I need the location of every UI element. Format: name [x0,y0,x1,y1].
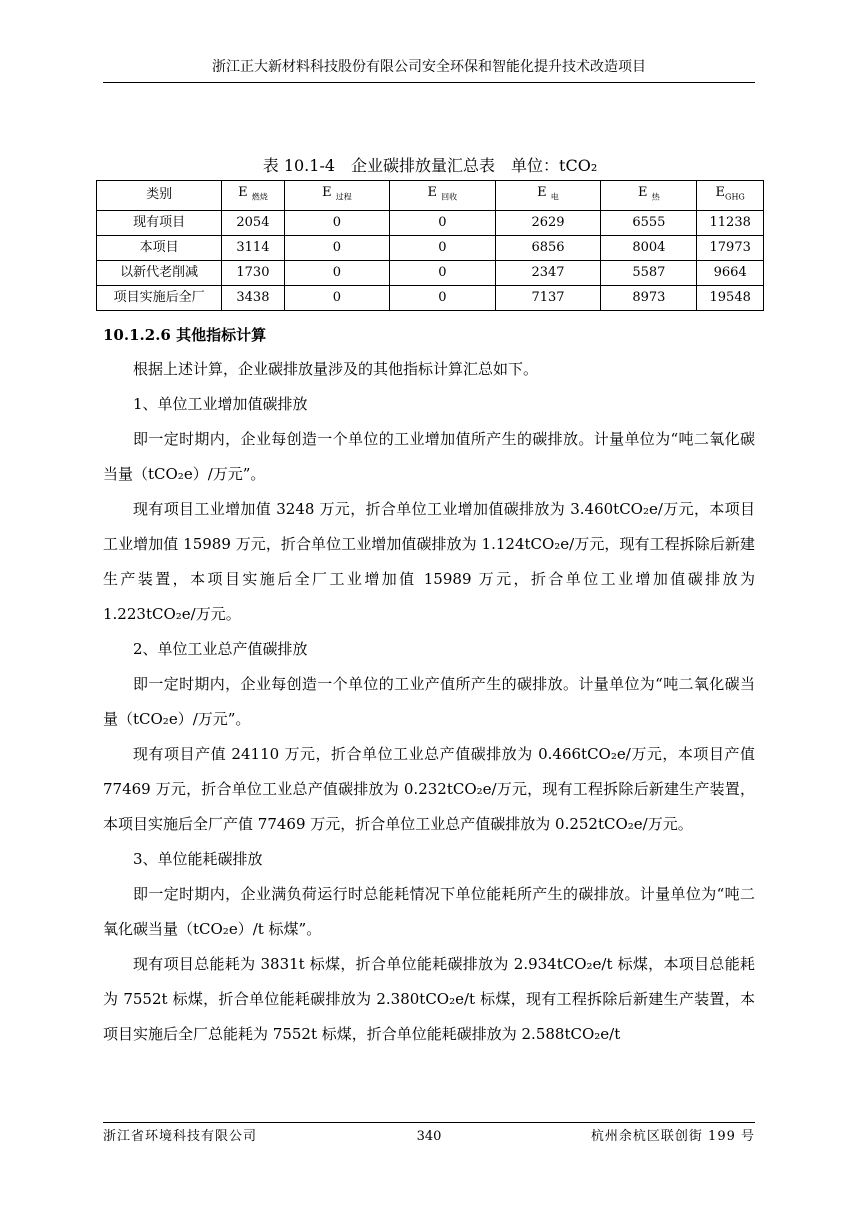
col-header-category: 类别 [97,181,222,211]
section-body [103,318,755,1052]
running-header: 浙江正大新材料科技股份有限公司安全环保和智能化提升技术改造项目 [212,59,646,75]
subheading: 3、单位能耗碳排放 [133,850,263,868]
table-cell: 0 [284,210,389,235]
paragraph: 根据上述计算，企业碳排放量涉及的其他指标计算汇总如下。 [133,360,539,378]
table-row [97,260,764,285]
table-row [97,235,764,260]
paragraph: 现有项目总能耗为 3831t 标煤，折合单位能耗碳排放为 2.934tCO₂e/t 标煤，本项目总能耗为 7552t 标煤，折合单位能耗碳排放为 2.380tCO₂e/t 标煤，现有工程拆除后新建生产装置，本项目实施后全厂总能耗为 7552t 标煤，折合单位能耗碳排放为 2.588tCO₂e/t [103,955,755,1043]
table-row [97,210,764,235]
table-cell: 2629 [495,210,601,235]
paragraph: 现有项目工业增加值 3248 万元，折合单位工业增加值碳排放为 3.460tCO₂e/万元，本项目工业增加值 15989 万元，折合单位工业增加值碳排放为 1.124tCO₂e/万元，现有工程拆除后新建生产装置，本项目实施后全厂工业增加值 15989 万元，折合单位工业增加值碳排放为 1.223tCO₂e/万元。 [103,500,755,623]
paragraph: 即一定时期内，企业满负荷运行时总能耗情况下单位能耗所产生的碳排放。计量单位为“吨二氧化碳当量（tCO₂e）/t 标煤”。 [103,885,755,938]
table-title: 表 10.1-4 企业碳排放量汇总表 单位：tCO₂ [262,156,598,175]
table-header-row [97,181,764,211]
header-rule [103,82,755,83]
subheading: 1、单位工业增加值碳排放 [133,395,308,413]
col-header-e-recovery: E $_{回收}$ [390,181,495,211]
table-cell: 0 [284,285,389,310]
table-cell: 3114 [222,235,285,260]
table-cell: 项目实施后全厂 [97,285,222,310]
table-cell: 6856 [495,235,601,260]
table-cell: 0 [390,285,495,310]
table-cell: 3438 [222,285,285,310]
table-cell: 17973 [697,235,764,260]
table-cell: 2054 [222,210,285,235]
footer-address: 杭州余杭区联创街 199 号 [590,1129,755,1144]
table-cell: 0 [390,235,495,260]
table-cell: 现有项目 [97,210,222,235]
paragraph: 现有项目产值 24110 万元，折合单位工业总产值碳排放为 0.466tCO₂e/万元，本项目产值 77469 万元，折合单位工业总产值碳排放为 0.232tCO₂e/万元，现有工程拆除后新建生产装置，本项目实施后全厂产值 77469 万元，折合单位工业总产值碳排放为 0.252tCO₂e/万元。 [103,745,755,833]
col-header-e-electricity: E $_电$ [495,181,601,211]
col-header-e-heat: E $_热$ [601,181,697,211]
col-header-e-process: E $_{过程}$ [284,181,389,211]
footer-company: 浙江省环境科技有限公司 [103,1129,258,1144]
table-cell: 0 [284,260,389,285]
table-cell: 8973 [601,285,697,310]
table-cell: 0 [390,260,495,285]
paragraph: 即一定时期内，企业每创造一个单位的工业增加值所产生的碳排放。计量单位为“吨二氧化碳当量（tCO₂e）/万元”。 [103,430,755,483]
table-cell: 0 [284,235,389,260]
footer-rule [103,1122,755,1123]
emissions-table [96,180,764,311]
table-cell: 5587 [601,260,697,285]
table-cell: 2347 [495,260,601,285]
section-heading: 10.1.2.6 其他指标计算 [103,326,267,344]
col-header-e-ghg: $E_{GHG}$ [697,181,764,211]
table-row [97,285,764,310]
table-cell: 6555 [601,210,697,235]
table-cell: 11238 [697,210,764,235]
table-cell: 8004 [601,235,697,260]
col-header-e-combustion: E $_{燃烧}$ [222,181,285,211]
table-cell: 1730 [222,260,285,285]
subheading: 2、单位工业总产值碳排放 [133,640,308,658]
table-cell: 7137 [495,285,601,310]
table-cell: 0 [390,210,495,235]
paragraph: 即一定时期内，企业每创造一个单位的工业产值所产生的碳排放。计量单位为“吨二氧化碳当量（tCO₂e）/万元”。 [103,675,755,728]
table-cell: 本项目 [97,235,222,260]
table-cell: 以新代老削减 [97,260,222,285]
page-number: 340 [416,1129,442,1144]
table-cell: 19548 [697,285,764,310]
table-cell: 9664 [697,260,764,285]
